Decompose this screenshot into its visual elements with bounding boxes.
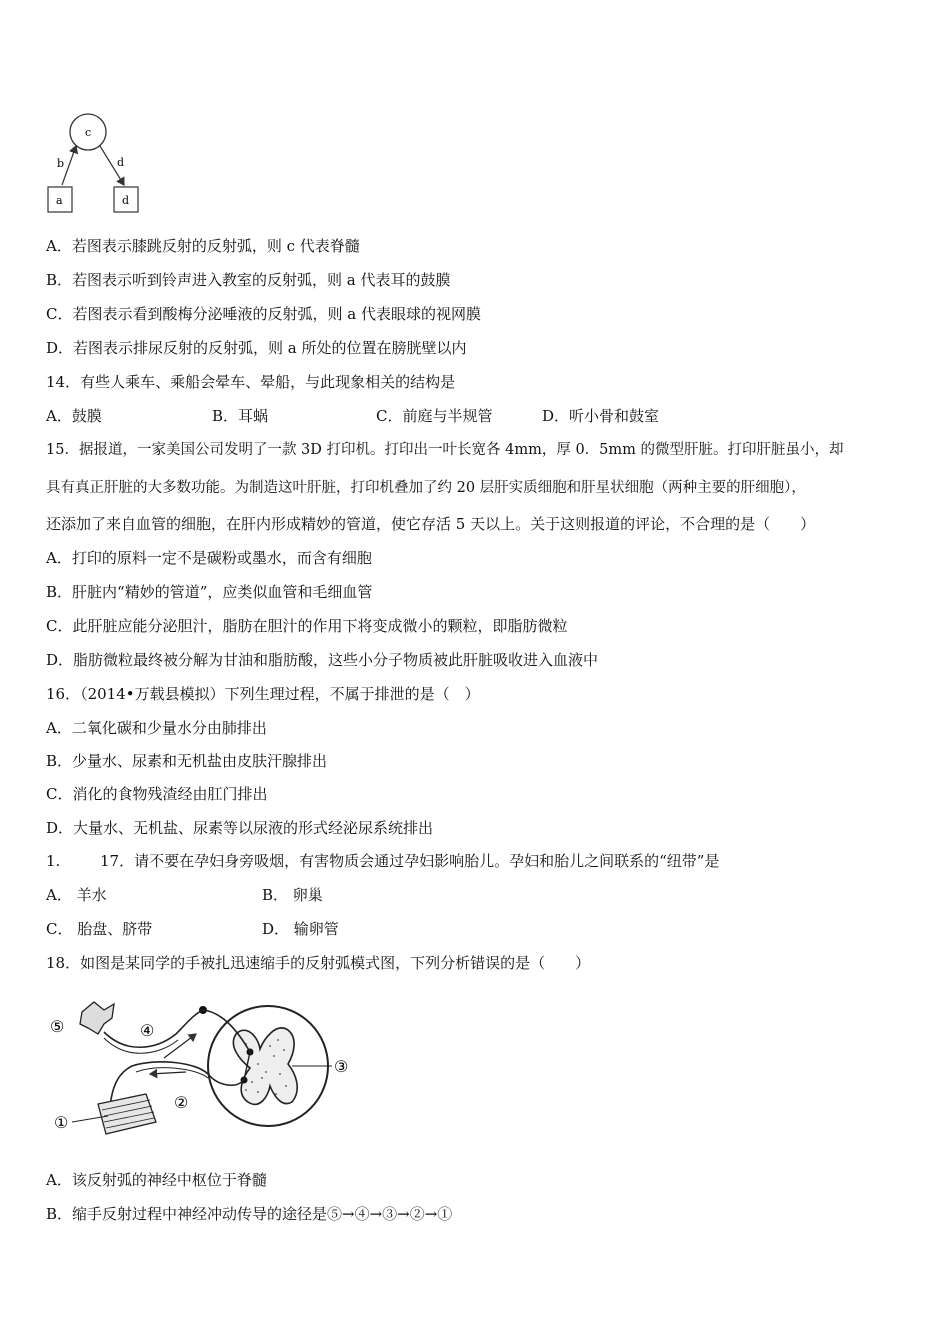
q15-option-a: A．打印的原料一定不是碳粉或墨水，而含有细胞: [46, 549, 372, 567]
q14-stem: 14．有些人乘车、乘船会晕车、晕船，与此现象相关的结构是: [46, 373, 456, 391]
q13-option-c: C．若图表示看到酸梅分泌唾液的反射弧，则 a 代表眼球的视网膜: [46, 305, 481, 323]
diagram1-label-d: d: [122, 194, 130, 207]
diagram1-label-d-arrow: d: [117, 156, 125, 169]
q16-option-a: A．二氧化碳和少量水分由肺排出: [46, 719, 267, 737]
q13-option-a: A．若图表示膝跳反射的反射弧，则 c 代表脊髓: [46, 237, 360, 255]
q13-option-b: B．若图表示听到铃声进入教室的反射弧，则 a 代表耳的鼓膜: [46, 271, 451, 289]
q15-stem-line3: 还添加了来自血管的细胞，在肝内形成精妙的管道，使它存活 5 天以上。关于这则报道的评论，不合理的是（ ）: [46, 515, 816, 533]
label-3: ③: [334, 1057, 349, 1076]
diagram1-label-c: c: [85, 126, 92, 139]
q14-option-b: B．耳蜗: [212, 407, 269, 425]
reflex-arc-diagram-2: [46, 994, 366, 1144]
diagram1-arrow-b: [62, 146, 76, 185]
label-4: ④: [140, 1021, 155, 1040]
q16-option-b: B．少量水、尿素和无机盐由皮肤汗腺排出: [46, 752, 328, 770]
q14-option-a: A．鼓膜: [46, 407, 102, 425]
diagram1-label-a: a: [56, 194, 63, 207]
q17-option-b: B． 卵巢: [262, 886, 323, 904]
q17-stem: 17．请不要在孕妇身旁吸烟，有害物质会通过孕妇影响胎儿。孕妇和胎儿之间联系的“纽带”是: [100, 852, 720, 870]
skin-receptor: [80, 1002, 114, 1034]
q16-option-d: D．大量水、无机盐、尿素等以尿液的形式经泌尿系统排出: [46, 819, 434, 837]
q17-option-a: A． 羊水: [46, 886, 107, 904]
muscle-effector: [98, 1094, 156, 1134]
q17-list-number: 1.: [46, 852, 61, 870]
diagram1-label-b: b: [57, 157, 65, 170]
q15-option-b: B．肝脏内“精妙的管道”，应类似血管和毛细血管: [46, 583, 373, 601]
q13-option-d: D．若图表示排尿反射的反射弧，则 a 所处的位置在膀胱壁以内: [46, 339, 467, 357]
q17-option-c: C． 胎盘、脐带: [46, 920, 153, 938]
q15-option-d: D．脂肪微粒最终被分解为甘油和脂肪酸，这些小分子物质被此肝脏吸收进入血液中: [46, 651, 599, 669]
label-1: ①: [54, 1113, 69, 1132]
q18-option-b: B．缩手反射过程中神经冲动传导的途径是⑤→④→③→②→①: [46, 1205, 453, 1223]
q14-option-d: D．听小骨和鼓室: [542, 407, 660, 425]
q15-option-c: C．此肝脏应能分泌胆汁，脂肪在胆汁的作用下将变成微小的颗粒，即脂肪微粒: [46, 617, 568, 635]
q16-stem: 16．（2014•万载县模拟）下列生理过程，不属于排泄的是（ ）: [46, 685, 480, 703]
q15-stem-line2: 具有真正肝脏的大多数功能。为制造这叶肝脏，打印机叠加了约 20 层肝实质细胞和肝星状细胞（两种主要的肝细胞），: [46, 480, 806, 496]
q16-option-c: C．消化的食物残渣经由肛门排出: [46, 785, 268, 803]
spinal-cord-grey-matter: [233, 1028, 297, 1104]
reflex-arc-diagram-1: [40, 108, 150, 220]
q18-option-a: A．该反射弧的神经中枢位于脊髓: [46, 1171, 267, 1189]
q17-option-d: D． 输卵管: [262, 920, 339, 938]
q15-stem-line1: 15．据报道，一家美国公司发明了一款 3D 打印机。打印出一叶长宽各 4mm，厚 0．5mm 的微型肝脏。打印肝脏虽小，却: [46, 442, 844, 458]
q18-stem: 18．如图是某同学的手被扎迅速缩手的反射弧模式图，下列分析错误的是（ ）: [46, 954, 591, 972]
label-5: ⑤: [50, 1017, 65, 1036]
efferent-arrow: [150, 1072, 186, 1074]
q14-option-c: C．前庭与半规管: [376, 407, 493, 425]
label-2: ②: [174, 1093, 189, 1112]
